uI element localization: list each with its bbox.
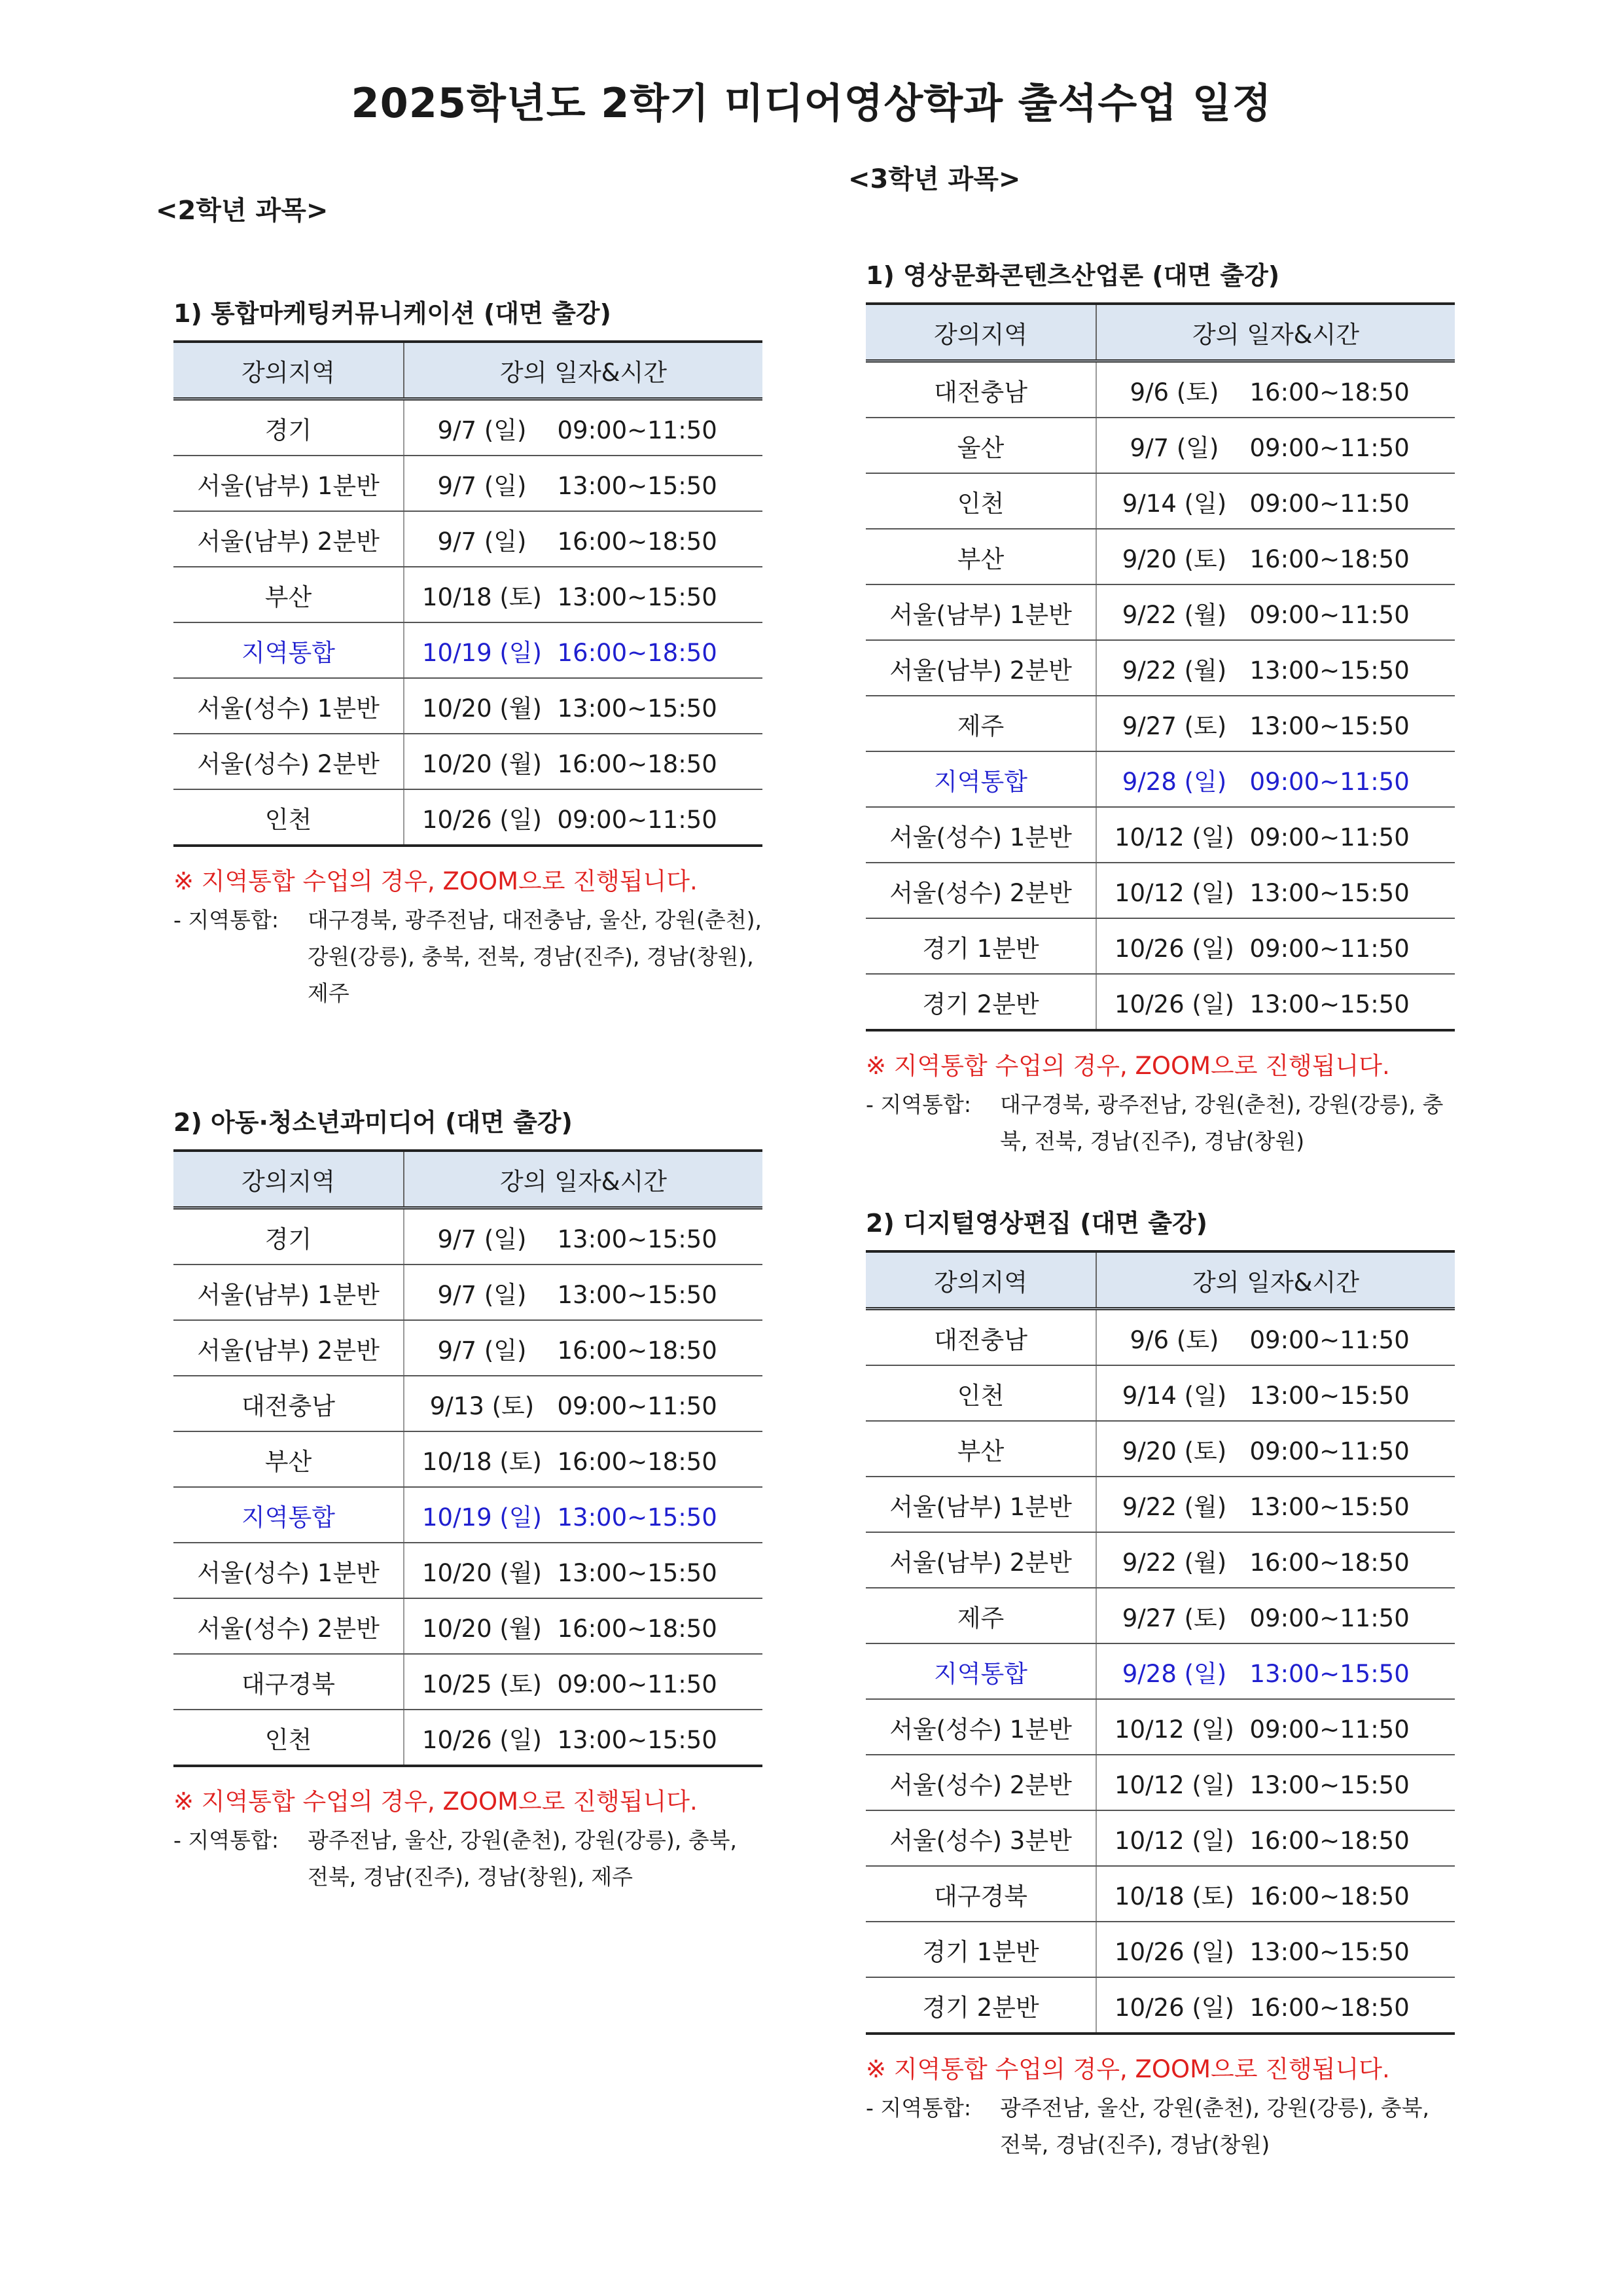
table-row [866,1699,1455,1755]
date-text: 9/7 (일) [437,1336,527,1365]
regional-label: - 지역통합: [173,1827,279,1853]
datetime-cell [404,734,762,789]
time-text: 13:00~15:50 [557,1558,717,1587]
date-text: 9/7 (일) [437,1280,527,1309]
time-text: 16:00~18:50 [557,749,717,778]
datetime-cell [404,1654,762,1710]
region-cell: 서울(성수) 1분반 [866,807,1096,863]
time-text: 09:00~11:50 [1249,1715,1410,1744]
time-text: 09:00~11:50 [557,805,717,834]
region-cell: 경기 2분반 [866,1977,1096,2034]
datetime-cell [404,789,762,846]
schedule-table [173,340,762,847]
schedule-table [866,302,1455,1031]
table-row [173,456,762,511]
date-text: 10/12 (일) [1114,1826,1234,1855]
table-row [866,361,1455,418]
region-cell: 서울(성수) 1분반 [173,678,404,734]
course-title: 1) 영상문화콘텐츠산업론 (대면 출강) [866,261,1280,290]
region-cell: 서울(성수) 3분반 [866,1810,1096,1866]
region-cell: 경기 2분반 [866,974,1096,1030]
regional-label: - 지역통합: [866,1092,972,1117]
time-text: 13:00~15:50 [1249,1381,1410,1410]
table-row [173,1265,762,1320]
date-text: 9/27 (토) [1122,1604,1227,1632]
datetime-cell [1096,418,1455,473]
table-row [866,1309,1455,1366]
course-title: 2) 디지털영상편집 (대면 출강) [866,1209,1208,1238]
region-cell: 경기 [173,1208,404,1265]
date-text: 9/6 (토) [1130,1325,1219,1354]
date-text: 10/26 (일) [421,805,542,834]
regional-text: 광주전남, 울산, 강원(춘천), 강원(강릉), 충북, 전북, 경남(진주), 경남(창원), 제주 [308,1827,737,1890]
table-row [866,1365,1455,1421]
region-cell: 서울(남부) 1분반 [866,584,1096,640]
table-row [173,1320,762,1376]
time-text: 16:00~18:50 [1249,1548,1410,1577]
table-row [173,1710,762,1766]
region-cell: 지역통합 [173,622,404,678]
date-text: 10/20 (월) [421,1558,542,1587]
date-text: 9/7 (일) [437,416,527,444]
table-row [866,1588,1455,1643]
region-cell: 서울(성수) 2분반 [866,863,1096,918]
date-text: 9/14 (일) [1122,1381,1227,1410]
date-text: 10/26 (일) [1114,990,1234,1018]
time-text: 16:00~18:50 [557,1447,717,1476]
time-text: 13:00~15:50 [1249,1937,1410,1966]
datetime-cell [404,622,762,678]
date-text: 9/7 (일) [437,471,527,500]
datetime-cell [1096,1365,1455,1421]
time-text: 09:00~11:50 [1249,433,1410,462]
time-text: 16:00~18:50 [1249,1882,1410,1910]
datetime-cell [1096,473,1455,529]
regional-list [173,902,762,1012]
header-datetime: 강의 일자&시간 [404,342,762,399]
date-text: 10/12 (일) [1114,823,1234,852]
table-row [866,1755,1455,1810]
table-row [173,622,762,678]
time-text: 13:00~15:50 [557,694,717,723]
date-text: 10/26 (일) [1114,1937,1234,1966]
table-row [866,751,1455,807]
date-text: 10/18 (토) [421,583,542,611]
zoom-note: ※ 지역통합 수업의 경우, ZOOM으로 진행됩니다. [173,867,698,895]
table-row [866,696,1455,751]
date-text: 9/13 (토) [429,1391,535,1420]
datetime-cell [404,1208,762,1265]
regional-list [173,1822,762,1895]
region-cell: 서울(성수) 1분반 [173,1543,404,1598]
datetime-cell [404,1376,762,1431]
table-row [173,1654,762,1710]
datetime-cell [1096,1532,1455,1588]
date-text: 9/27 (토) [1122,711,1227,740]
region-cell: 부산 [173,1431,404,1487]
time-text: 16:00~18:50 [557,527,717,556]
date-text: 10/26 (일) [421,1725,542,1754]
region-cell: 지역통합 [866,751,1096,807]
date-text: 10/19 (일) [421,1503,542,1532]
time-text: 13:00~15:50 [1249,1659,1410,1688]
header-region: 강의지역 [173,342,404,399]
table-row [173,1598,762,1654]
regional-list [866,2090,1455,2163]
time-text: 13:00~15:50 [1249,1770,1410,1799]
datetime-cell [1096,1477,1455,1532]
table-row [173,678,762,734]
datetime-cell [1096,1866,1455,1922]
time-text: 13:00~15:50 [557,471,717,500]
region-cell: 서울(남부) 2분반 [866,1532,1096,1588]
course-title: 1) 통합마케팅커뮤니케이션 (대면 출강) [173,299,611,328]
table-row [866,1643,1455,1699]
time-text: 13:00~15:50 [557,1280,717,1309]
time-text: 16:00~18:50 [557,638,717,667]
region-cell: 인천 [173,1710,404,1766]
zoom-note: ※ 지역통합 수업의 경우, ZOOM으로 진행됩니다. [866,1052,1390,1080]
region-cell: 부산 [866,1421,1096,1477]
date-text: 10/12 (일) [1114,1770,1234,1799]
region-cell: 지역통합 [173,1487,404,1543]
datetime-cell [404,567,762,622]
table-row [866,1532,1455,1588]
course-section [866,1203,1455,2163]
date-text: 9/22 (월) [1122,1492,1227,1521]
region-cell: 인천 [866,1365,1096,1421]
region-cell: 인천 [866,473,1096,529]
region-cell: 부산 [173,567,404,622]
region-cell: 제주 [866,1588,1096,1643]
header-datetime: 강의 일자&시간 [404,1151,762,1208]
date-text: 9/7 (일) [1130,433,1219,462]
date-text: 10/12 (일) [1114,878,1234,907]
date-text: 9/28 (일) [1122,1659,1227,1688]
time-text: 09:00~11:50 [1249,767,1410,796]
header-region: 강의지역 [866,1251,1096,1309]
date-text: 9/6 (토) [1130,378,1219,406]
table-row [866,584,1455,640]
table-row [866,918,1455,974]
region-cell: 서울(남부) 2분반 [173,1320,404,1376]
time-text: 13:00~15:50 [557,1225,717,1253]
region-cell: 경기 1분반 [866,918,1096,974]
region-cell: 서울(남부) 1분반 [173,1265,404,1320]
datetime-cell [1096,1922,1455,1977]
datetime-cell [404,678,762,734]
time-text: 09:00~11:50 [1249,934,1410,963]
region-cell: 서울(남부) 1분반 [866,1477,1096,1532]
date-text: 10/20 (월) [421,749,542,778]
table-row [173,1543,762,1598]
table-row [866,863,1455,918]
time-text: 09:00~11:50 [557,1670,717,1698]
region-cell: 서울(성수) 1분반 [866,1699,1096,1755]
table-row [173,399,762,456]
date-text: 10/25 (토) [421,1670,542,1698]
table-row [866,1866,1455,1922]
time-text: 09:00~11:50 [1249,489,1410,518]
date-text: 9/7 (일) [437,1225,527,1253]
table-row [866,640,1455,696]
region-cell: 대구경북 [173,1654,404,1710]
time-text: 09:00~11:50 [1249,1604,1410,1632]
region-cell: 서울(남부) 2분반 [173,511,404,567]
regional-label: - 지역통합: [866,2095,972,2121]
region-cell: 경기 1분반 [866,1922,1096,1977]
datetime-cell [1096,696,1455,751]
date-text: 10/18 (토) [1114,1882,1234,1910]
datetime-cell [1096,1643,1455,1699]
region-cell: 제주 [866,696,1096,751]
region-cell: 대전충남 [866,361,1096,418]
date-text: 10/26 (일) [1114,1993,1234,2022]
region-cell: 서울(성수) 2분반 [173,734,404,789]
date-text: 10/18 (토) [421,1447,542,1476]
datetime-cell [1096,1421,1455,1477]
datetime-cell [1096,751,1455,807]
datetime-cell [404,456,762,511]
time-text: 16:00~18:50 [557,1336,717,1365]
datetime-cell [404,1710,762,1766]
datetime-cell [404,1320,762,1376]
region-cell: 서울(남부) 1분반 [173,456,404,511]
time-text: 13:00~15:50 [557,583,717,611]
datetime-cell [1096,640,1455,696]
region-cell: 울산 [866,418,1096,473]
date-text: 9/28 (일) [1122,767,1227,796]
zoom-note: ※ 지역통합 수업의 경우, ZOOM으로 진행됩니다. [173,1787,698,1816]
datetime-cell [1096,1810,1455,1866]
region-cell: 인천 [173,789,404,846]
time-text: 09:00~11:50 [557,1391,717,1420]
year3-heading: <3학년 과목> [848,164,1021,194]
datetime-cell [1096,529,1455,584]
table-row [866,1477,1455,1532]
time-text: 09:00~11:50 [1249,1325,1410,1354]
header-region: 강의지역 [866,304,1096,361]
table-row [866,807,1455,863]
region-cell: 대구경북 [866,1866,1096,1922]
time-text: 16:00~18:50 [1249,545,1410,573]
regional-label: - 지역통합: [173,907,279,933]
region-cell: 지역통합 [866,1643,1096,1699]
course-section [173,293,762,1012]
year2-heading: <2학년 과목> [156,196,329,226]
schedule-table [866,1250,1455,2035]
zoom-note: ※ 지역통합 수업의 경우, ZOOM으로 진행됩니다. [866,2055,1390,2083]
header-datetime: 강의 일자&시간 [1096,1251,1455,1309]
region-cell: 대전충남 [173,1376,404,1431]
region-cell: 서울(성수) 2분반 [866,1755,1096,1810]
datetime-cell [1096,974,1455,1030]
page-title: 2025학년도 2학기 미디어영상학과 출석수업 일정 [351,79,1272,127]
date-text: 10/20 (월) [421,1614,542,1643]
region-cell: 서울(성수) 2분반 [173,1598,404,1654]
table-row [866,418,1455,473]
table-row [866,1810,1455,1866]
datetime-cell [1096,863,1455,918]
datetime-cell [1096,1977,1455,2034]
datetime-cell [1096,361,1455,418]
table-row [173,734,762,789]
course-section [866,255,1455,1160]
date-text: 10/12 (일) [1114,1715,1234,1744]
regional-text: 대구경북, 광주전남, 대전충남, 울산, 강원(춘천), 강원(강릉), 충북, 전북, 경남(진주), 경남(창원), 제주 [308,907,762,1006]
datetime-cell [1096,1309,1455,1366]
datetime-cell [404,1265,762,1320]
table-row [866,1421,1455,1477]
datetime-cell [1096,584,1455,640]
datetime-cell [1096,1699,1455,1755]
datetime-cell [1096,807,1455,863]
table-row [173,1431,762,1487]
datetime-cell [404,1543,762,1598]
table-row [866,974,1455,1030]
time-text: 09:00~11:50 [1249,600,1410,629]
table-row [866,529,1455,584]
time-text: 13:00~15:50 [1249,711,1410,740]
table-row [866,473,1455,529]
table-row [866,1922,1455,1977]
date-text: 10/19 (일) [421,638,542,667]
datetime-cell [404,1487,762,1543]
header-datetime: 강의 일자&시간 [1096,304,1455,361]
course-section [173,1102,762,1895]
datetime-cell [404,1431,762,1487]
date-text: 10/26 (일) [1114,934,1234,963]
date-text: 9/7 (일) [437,527,527,556]
time-text: 09:00~11:50 [557,416,717,444]
date-text: 9/20 (토) [1122,1437,1227,1465]
time-text: 13:00~15:50 [1249,990,1410,1018]
table-row [173,1487,762,1543]
region-cell: 부산 [866,529,1096,584]
time-text: 16:00~18:50 [557,1614,717,1643]
region-cell: 대전충남 [866,1309,1096,1366]
table-row [173,511,762,567]
table-row [173,789,762,846]
table-row [866,1977,1455,2034]
datetime-cell [1096,918,1455,974]
header-region: 강의지역 [173,1151,404,1208]
datetime-cell [1096,1755,1455,1810]
datetime-cell [404,399,762,456]
time-text: 16:00~18:50 [1249,1826,1410,1855]
region-cell: 경기 [173,399,404,456]
datetime-cell [404,511,762,567]
table-row [173,567,762,622]
regional-text: 대구경북, 광주전남, 강원(춘천), 강원(강릉), 충북, 전북, 경남(진주), 경남(창원) [1000,1092,1444,1154]
time-text: 13:00~15:50 [557,1725,717,1754]
time-text: 16:00~18:50 [1249,378,1410,406]
date-text: 10/20 (월) [421,694,542,723]
date-text: 9/22 (월) [1122,1548,1227,1577]
time-text: 16:00~18:50 [1249,1993,1410,2022]
datetime-cell [1096,1588,1455,1643]
time-text: 09:00~11:50 [1249,1437,1410,1465]
schedule-table [173,1149,762,1767]
date-text: 9/22 (월) [1122,656,1227,685]
region-cell: 서울(남부) 2분반 [866,640,1096,696]
time-text: 13:00~15:50 [557,1503,717,1532]
date-text: 9/22 (월) [1122,600,1227,629]
time-text: 09:00~11:50 [1249,823,1410,852]
regional-list [866,1086,1455,1160]
course-title: 2) 아동·청소년과미디어 (대면 출강) [173,1108,573,1137]
date-text: 9/20 (토) [1122,545,1227,573]
regional-text: 광주전남, 울산, 강원(춘천), 강원(강릉), 충북, 전북, 경남(진주), 경남(창원) [1000,2095,1429,2157]
table-row [173,1208,762,1265]
time-text: 13:00~15:50 [1249,656,1410,685]
time-text: 13:00~15:50 [1249,878,1410,907]
datetime-cell [404,1598,762,1654]
time-text: 13:00~15:50 [1249,1492,1410,1521]
table-row [173,1376,762,1431]
date-text: 9/14 (일) [1122,489,1227,518]
